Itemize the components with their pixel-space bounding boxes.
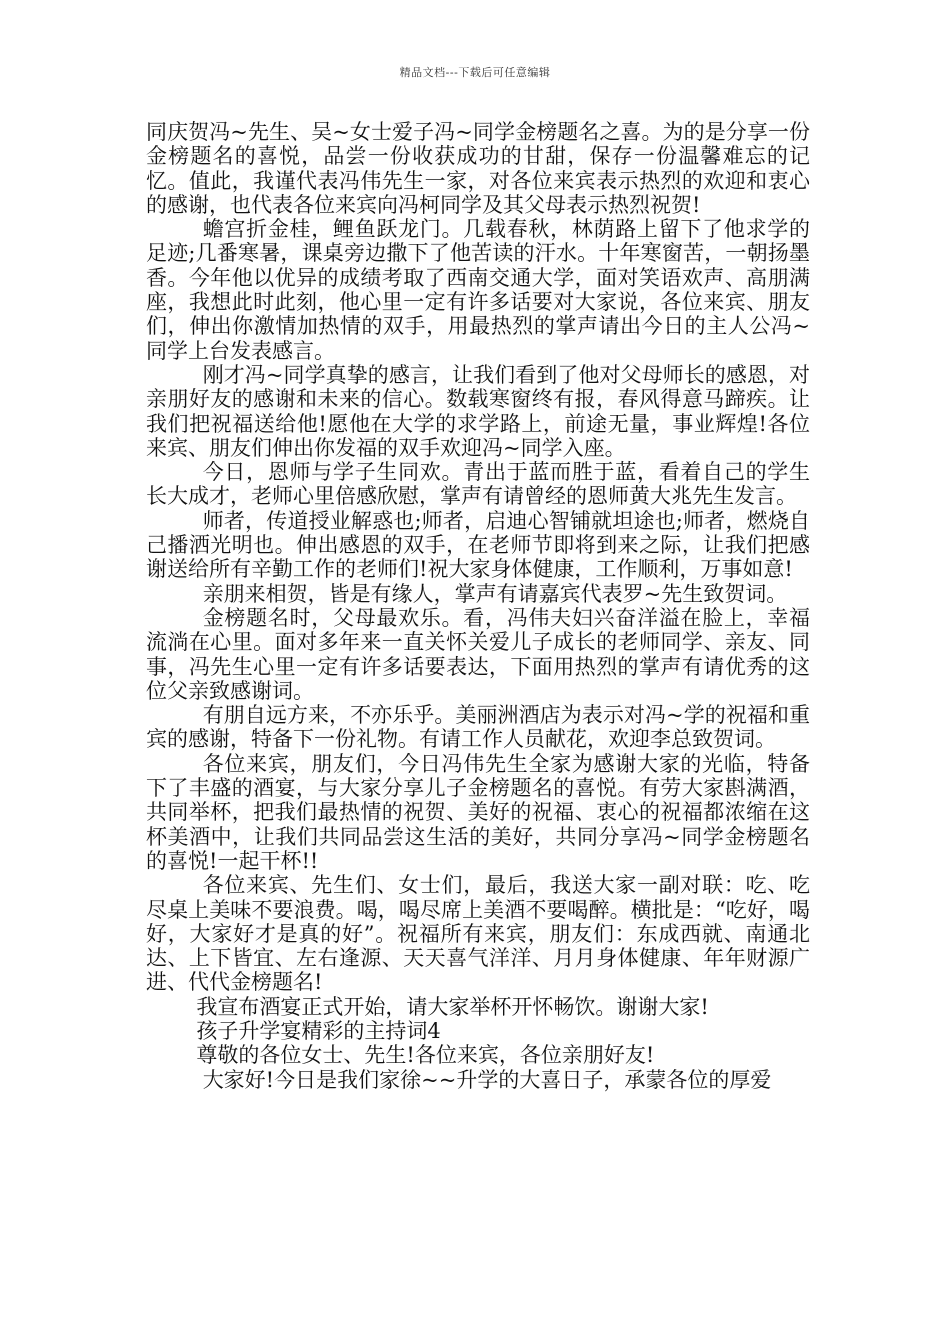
paragraph-8: 有朋自远方来，不亦乐乎。美丽洲酒店为表示对冯~学的祝福和重宾的感谢，特备下一份礼物。有请工作人员献花，欢迎李总致贺词。 [146, 703, 810, 752]
paragraph-14: 大家好!今日是我们家徐~~升学的大喜日子，承蒙各位的厚爱 [202, 1067, 772, 1092]
paragraph-11: 我宣布酒宴正式开始，请大家举杯开怀畅饮。谢谢大家! [196, 994, 709, 1019]
paragraph-5: 师者，传道授业解惑也;师者，启迪心智铺就坦途也;师者，燃烧自己播洒光明也。伸出感恩的双手，在老师节即将到来之际，让我们把感谢送给所有辛勤工作的老师们!祝大家身体健康，工作顺利，万事如意! [146, 508, 810, 582]
document-body [146, 120, 810, 1092]
greeting-line: 尊敬的各位女士、先生!各位来宾，各位亲朋好友! [196, 1043, 655, 1068]
paragraph-3: 刚才冯~同学真挚的感言，让我们看到了他对父母师长的感恩，对亲朋好友的感谢和未来的信心。数载寒窗终有报，春风得意马蹄疾。让我们把祝福送给他!愿他在大学的求学路上，前途无量，事业辉煌!各位来宾、朋友们伸出你发福的双手欢迎冯~同学入座。 [146, 362, 810, 460]
paragraph-4: 今日，恩师与学子生同欢。青出于蓝而胜于蓝，看着自己的学生长大成才，老师心里倍感欣慰，掌声有请曾经的恩师黄大兆先生发言。 [146, 460, 810, 509]
paragraph-7: 金榜题名时，父母最欢乐。看，冯伟夫妇兴奋洋溢在脸上，幸福流淌在心里。面对多年来一直关怀关爱儿子成长的老师同学、亲友、同事，冯先生心里一定有许多话要表达，下面用热烈的掌声有请优秀的这位父亲致感谢词。 [146, 605, 810, 703]
paragraph-1: 同庆贺冯~先生、吴~女士爱子冯~同学金榜题名之喜。为的是分享一份金榜题名的喜悦，品尝一份收获成功的甘甜，保存一份温馨难忘的记忆。值此，我谨代表冯伟先生一家，对各位来宾表示热烈的欢迎和衷心的感谢，也代表各位来宾向冯柯同学及其父母表示热烈祝贺! [146, 120, 810, 217]
paragraph-10: 各位来宾、先生们、女士们，最后，我送大家一副对联：吃、吃尽桌上美味不要浪费。喝，喝尽席上美酒不要喝醉。横批是：“吃好，喝好，大家好才是真的好”。祝福所有来宾，朋友们：东成西就、南通北达、上下皆宜、左右逢源、天天喜气洋洋、月月身体健康、年年财源广进、代代金榜题名! [146, 873, 810, 995]
paragraph-9: 各位来宾，朋友们，今日冯伟先生全家为感谢大家的光临，特备下了丰盛的酒宴，与大家分享儿子金榜题名的喜悦。有劳大家斟满酒，共同举杯，把我们最热情的祝贺、美好的祝福、衷心的祝福都浓缩在这杯美酒中，让我们共同品尝这生活的美好，共同分享冯~同学金榜题名的喜悦!一起干杯!! [146, 751, 810, 873]
paragraph-6: 亲朋来相贺，皆是有缘人，掌声有请嘉宾代表罗~先生致贺词。 [202, 581, 788, 606]
page-header: 精品文档---下载后可任意编辑 [399, 66, 551, 79]
section-title: 孩子升学宴精彩的主持词4 [196, 1018, 441, 1043]
paragraph-2: 蟾宫折金桂，鲤鱼跃龙门。几载春秋，林荫路上留下了他求学的足迹;几番寒暑，课桌旁边撒下了他苦读的汗水。十年寒窗苦，一朝扬墨香。今年他以优异的成绩考取了西南交通大学，面对笑语欢声、高朋满座，我想此时此刻，他心里一定有许多话要对大家说，各位来宾、朋友们，伸出你激情加热情的双手，用最热烈的掌声请出今日的主人公冯~同学上台发表感言。 [146, 217, 810, 363]
